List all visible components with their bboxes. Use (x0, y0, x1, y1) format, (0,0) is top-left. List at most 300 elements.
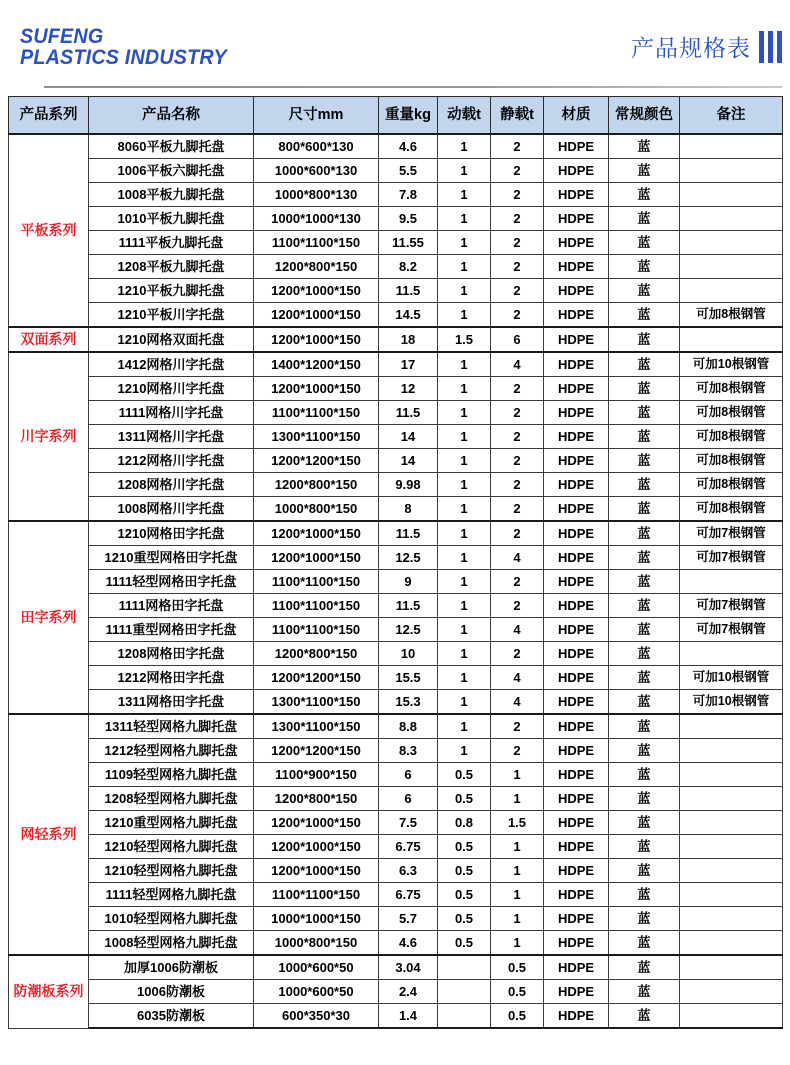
weight-cell: 8.3 (379, 739, 438, 763)
product-name-cell: 8060平板九脚托盘 (89, 134, 254, 159)
color-cell: 蓝 (609, 279, 680, 303)
col-header-size: 尺寸mm (254, 97, 379, 135)
color-cell: 蓝 (609, 352, 680, 377)
table-row (9, 594, 783, 618)
material-cell: HDPE (544, 739, 609, 763)
static-load-cell: 2 (491, 279, 544, 303)
static-load-cell: 2 (491, 714, 544, 739)
color-cell: 蓝 (609, 642, 680, 666)
dynamic-load-cell: 1 (438, 570, 491, 594)
static-load-cell: 2 (491, 183, 544, 207)
static-load-cell: 0.5 (491, 980, 544, 1004)
static-load-cell: 1 (491, 835, 544, 859)
weight-cell: 12.5 (379, 618, 438, 642)
color-cell: 蓝 (609, 473, 680, 497)
size-cell: 1200*1200*150 (254, 449, 379, 473)
table-row (9, 231, 783, 255)
series-cell: 平板系列 (9, 134, 89, 327)
static-load-cell: 1 (491, 859, 544, 883)
material-cell: HDPE (544, 352, 609, 377)
product-name-cell: 1212轻型网格九脚托盘 (89, 739, 254, 763)
weight-cell: 5.7 (379, 907, 438, 931)
material-cell: HDPE (544, 255, 609, 279)
dynamic-load-cell: 1 (438, 497, 491, 522)
note-cell: 可加10根钢管 (680, 666, 783, 690)
color-cell: 蓝 (609, 811, 680, 835)
table-row (9, 473, 783, 497)
table-row (9, 666, 783, 690)
product-name-cell: 1008轻型网格九脚托盘 (89, 931, 254, 956)
color-cell: 蓝 (609, 980, 680, 1004)
table-row (9, 377, 783, 401)
note-cell (680, 1004, 783, 1029)
note-cell (680, 714, 783, 739)
dynamic-load-cell: 1.5 (438, 327, 491, 352)
material-cell: HDPE (544, 955, 609, 980)
table-row (9, 521, 783, 546)
material-cell: HDPE (544, 931, 609, 956)
weight-cell: 1.4 (379, 1004, 438, 1029)
static-load-cell: 0.5 (491, 955, 544, 980)
dynamic-load-cell: 0.5 (438, 907, 491, 931)
size-cell: 1200*1000*150 (254, 811, 379, 835)
note-cell (680, 255, 783, 279)
size-cell: 1300*1100*150 (254, 690, 379, 715)
note-cell (680, 231, 783, 255)
weight-cell: 9.5 (379, 207, 438, 231)
weight-cell: 11.5 (379, 401, 438, 425)
static-load-cell: 1 (491, 763, 544, 787)
note-cell (680, 931, 783, 956)
weight-cell: 6 (379, 787, 438, 811)
material-cell: HDPE (544, 497, 609, 522)
material-cell: HDPE (544, 642, 609, 666)
dynamic-load-cell: 0.5 (438, 763, 491, 787)
static-load-cell: 0.5 (491, 1004, 544, 1029)
col-header-material: 材质 (544, 97, 609, 135)
table-row (9, 570, 783, 594)
dynamic-load-cell: 1 (438, 594, 491, 618)
product-spec-table (8, 96, 783, 1029)
series-cell: 网轻系列 (9, 714, 89, 955)
size-cell: 1100*1100*150 (254, 570, 379, 594)
weight-cell: 6.75 (379, 883, 438, 907)
material-cell: HDPE (544, 425, 609, 449)
material-cell: HDPE (544, 618, 609, 642)
product-name-cell: 1210网格田字托盘 (89, 521, 254, 546)
size-cell: 1100*1100*150 (254, 231, 379, 255)
note-cell: 可加7根钢管 (680, 594, 783, 618)
dynamic-load-cell: 1 (438, 425, 491, 449)
product-name-cell: 1111重型网格田字托盘 (89, 618, 254, 642)
product-name-cell: 1006防潮板 (89, 980, 254, 1004)
table-row (9, 739, 783, 763)
material-cell: HDPE (544, 763, 609, 787)
size-cell: 1200*1000*150 (254, 859, 379, 883)
weight-cell: 3.04 (379, 955, 438, 980)
size-cell: 1100*1100*150 (254, 594, 379, 618)
static-load-cell: 2 (491, 642, 544, 666)
material-cell: HDPE (544, 907, 609, 931)
dynamic-load-cell (438, 1004, 491, 1029)
series-cell: 田字系列 (9, 521, 89, 714)
size-cell: 1200*1200*150 (254, 739, 379, 763)
dynamic-load-cell: 1 (438, 183, 491, 207)
product-name-cell: 1210重型网格九脚托盘 (89, 811, 254, 835)
note-cell (680, 980, 783, 1004)
note-cell: 可加8根钢管 (680, 497, 783, 522)
dynamic-load-cell: 1 (438, 473, 491, 497)
size-cell: 1200*1000*150 (254, 279, 379, 303)
static-load-cell: 2 (491, 521, 544, 546)
table-row (9, 255, 783, 279)
size-cell: 1000*600*50 (254, 980, 379, 1004)
note-cell: 可加8根钢管 (680, 425, 783, 449)
table-row (9, 811, 783, 835)
size-cell: 1200*1000*150 (254, 835, 379, 859)
color-cell: 蓝 (609, 787, 680, 811)
color-cell: 蓝 (609, 1004, 680, 1029)
dynamic-load-cell: 0.5 (438, 835, 491, 859)
note-cell (680, 327, 783, 352)
dynamic-load-cell: 1 (438, 159, 491, 183)
weight-cell: 17 (379, 352, 438, 377)
material-cell: HDPE (544, 811, 609, 835)
material-cell: HDPE (544, 594, 609, 618)
table-row (9, 931, 783, 956)
dynamic-load-cell: 0.5 (438, 787, 491, 811)
material-cell: HDPE (544, 279, 609, 303)
table-row (9, 859, 783, 883)
product-name-cell: 1210平板九脚托盘 (89, 279, 254, 303)
size-cell: 1000*1000*150 (254, 907, 379, 931)
table-container (0, 96, 790, 1029)
product-name-cell: 加厚1006防潮板 (89, 955, 254, 980)
table-row (9, 763, 783, 787)
material-cell: HDPE (544, 883, 609, 907)
weight-cell: 11.5 (379, 594, 438, 618)
size-cell: 1100*900*150 (254, 763, 379, 787)
static-load-cell: 2 (491, 159, 544, 183)
color-cell: 蓝 (609, 449, 680, 473)
note-cell (680, 570, 783, 594)
static-load-cell: 1 (491, 883, 544, 907)
note-cell (680, 642, 783, 666)
table-row (9, 907, 783, 931)
static-load-cell: 2 (491, 303, 544, 328)
table-row (9, 183, 783, 207)
dynamic-load-cell: 1 (438, 449, 491, 473)
product-name-cell: 1210平板川字托盘 (89, 303, 254, 328)
brand-name-line1: SUFENG (20, 25, 104, 48)
material-cell: HDPE (544, 134, 609, 159)
table-row (9, 618, 783, 642)
material-cell: HDPE (544, 546, 609, 570)
static-load-cell: 1 (491, 787, 544, 811)
dynamic-load-cell: 1 (438, 401, 491, 425)
static-load-cell: 2 (491, 231, 544, 255)
table-row (9, 303, 783, 328)
color-cell: 蓝 (609, 134, 680, 159)
static-load-cell: 2 (491, 255, 544, 279)
color-cell: 蓝 (609, 835, 680, 859)
product-name-cell: 1111网格田字托盘 (89, 594, 254, 618)
weight-cell: 14.5 (379, 303, 438, 328)
dynamic-load-cell: 1 (438, 231, 491, 255)
note-cell: 可加7根钢管 (680, 618, 783, 642)
static-load-cell: 1 (491, 931, 544, 956)
weight-cell: 18 (379, 327, 438, 352)
table-row (9, 352, 783, 377)
table-body (9, 134, 783, 1028)
color-cell: 蓝 (609, 883, 680, 907)
header-divider (44, 86, 782, 88)
size-cell: 1100*1100*150 (254, 401, 379, 425)
dynamic-load-cell: 1 (438, 521, 491, 546)
static-load-cell: 2 (491, 207, 544, 231)
material-cell: HDPE (544, 401, 609, 425)
product-name-cell: 1212网格川字托盘 (89, 449, 254, 473)
weight-cell: 7.8 (379, 183, 438, 207)
table-row (9, 159, 783, 183)
static-load-cell: 4 (491, 690, 544, 715)
size-cell: 1200*1200*150 (254, 666, 379, 690)
weight-cell: 14 (379, 425, 438, 449)
size-cell: 1000*800*130 (254, 183, 379, 207)
weight-cell: 6.75 (379, 835, 438, 859)
dynamic-load-cell: 0.5 (438, 883, 491, 907)
static-load-cell: 2 (491, 497, 544, 522)
size-cell: 1100*1100*150 (254, 883, 379, 907)
weight-cell: 4.6 (379, 134, 438, 159)
color-cell: 蓝 (609, 255, 680, 279)
material-cell: HDPE (544, 377, 609, 401)
product-name-cell: 1208轻型网格九脚托盘 (89, 787, 254, 811)
table-row (9, 401, 783, 425)
material-cell: HDPE (544, 207, 609, 231)
col-header-color: 常规颜色 (609, 97, 680, 135)
color-cell: 蓝 (609, 401, 680, 425)
table-row (9, 642, 783, 666)
color-cell: 蓝 (609, 570, 680, 594)
product-name-cell: 1212网格田字托盘 (89, 666, 254, 690)
material-cell: HDPE (544, 570, 609, 594)
table-row (9, 449, 783, 473)
product-name-cell: 1208网格田字托盘 (89, 642, 254, 666)
dynamic-load-cell: 1 (438, 666, 491, 690)
weight-cell: 11.5 (379, 521, 438, 546)
weight-cell: 8.8 (379, 714, 438, 739)
color-cell: 蓝 (609, 763, 680, 787)
product-name-cell: 1210网格双面托盘 (89, 327, 254, 352)
weight-cell: 11.5 (379, 279, 438, 303)
weight-cell: 15.3 (379, 690, 438, 715)
dynamic-load-cell: 1 (438, 134, 491, 159)
dynamic-load-cell: 1 (438, 690, 491, 715)
weight-cell: 2.4 (379, 980, 438, 1004)
table-row (9, 327, 783, 352)
color-cell: 蓝 (609, 497, 680, 522)
dynamic-load-cell: 1 (438, 546, 491, 570)
weight-cell: 7.5 (379, 811, 438, 835)
dynamic-load-cell: 1 (438, 207, 491, 231)
weight-cell: 11.55 (379, 231, 438, 255)
dynamic-load-cell: 1 (438, 255, 491, 279)
color-cell: 蓝 (609, 931, 680, 956)
col-header-static: 静载t (491, 97, 544, 135)
material-cell: HDPE (544, 327, 609, 352)
dynamic-load-cell: 1 (438, 618, 491, 642)
note-cell (680, 134, 783, 159)
size-cell: 1300*1100*150 (254, 714, 379, 739)
table-row (9, 425, 783, 449)
col-header-name: 产品名称 (89, 97, 254, 135)
product-name-cell: 1109轻型网格九脚托盘 (89, 763, 254, 787)
weight-cell: 12 (379, 377, 438, 401)
note-cell: 可加7根钢管 (680, 546, 783, 570)
note-cell: 可加8根钢管 (680, 303, 783, 328)
brand-name-line2: PLASTICS INDUSTRY (20, 46, 227, 70)
material-cell: HDPE (544, 231, 609, 255)
col-header-note: 备注 (680, 97, 783, 135)
table-head (9, 97, 783, 135)
header-right (631, 30, 782, 63)
color-cell: 蓝 (609, 327, 680, 352)
static-load-cell: 4 (491, 352, 544, 377)
static-load-cell: 2 (491, 594, 544, 618)
note-cell (680, 739, 783, 763)
size-cell: 1200*1000*150 (254, 377, 379, 401)
color-cell: 蓝 (609, 714, 680, 739)
color-cell: 蓝 (609, 521, 680, 546)
product-name-cell: 1008平板九脚托盘 (89, 183, 254, 207)
product-name-cell: 1210网格川字托盘 (89, 377, 254, 401)
material-cell: HDPE (544, 159, 609, 183)
product-name-cell: 1111轻型网格九脚托盘 (89, 883, 254, 907)
note-cell (680, 183, 783, 207)
dynamic-load-cell: 1 (438, 739, 491, 763)
size-cell: 1200*1000*150 (254, 546, 379, 570)
static-load-cell: 2 (491, 377, 544, 401)
static-load-cell: 4 (491, 618, 544, 642)
size-cell: 1000*800*150 (254, 931, 379, 956)
color-cell: 蓝 (609, 739, 680, 763)
dynamic-load-cell: 1 (438, 714, 491, 739)
static-load-cell: 2 (491, 570, 544, 594)
product-name-cell: 1010轻型网格九脚托盘 (89, 907, 254, 931)
material-cell: HDPE (544, 473, 609, 497)
product-name-cell: 1006平板六脚托盘 (89, 159, 254, 183)
static-load-cell: 6 (491, 327, 544, 352)
static-load-cell: 2 (491, 449, 544, 473)
page-header (0, 0, 790, 96)
weight-cell: 9 (379, 570, 438, 594)
table-row (9, 1004, 783, 1029)
product-name-cell: 1111网格川字托盘 (89, 401, 254, 425)
material-cell: HDPE (544, 449, 609, 473)
color-cell: 蓝 (609, 907, 680, 931)
product-name-cell: 1210重型网格田字托盘 (89, 546, 254, 570)
color-cell: 蓝 (609, 594, 680, 618)
table-row (9, 279, 783, 303)
size-cell: 1000*800*150 (254, 497, 379, 522)
size-cell: 1200*800*150 (254, 787, 379, 811)
product-name-cell: 1311网格川字托盘 (89, 425, 254, 449)
triple-bar-icon (759, 31, 782, 63)
color-cell: 蓝 (609, 618, 680, 642)
color-cell: 蓝 (609, 303, 680, 328)
table-row (9, 955, 783, 980)
note-cell: 可加8根钢管 (680, 473, 783, 497)
table-row (9, 835, 783, 859)
note-cell (680, 883, 783, 907)
size-cell: 1200*800*150 (254, 255, 379, 279)
static-load-cell: 2 (491, 401, 544, 425)
static-load-cell: 4 (491, 546, 544, 570)
static-load-cell: 2 (491, 134, 544, 159)
dynamic-load-cell: 1 (438, 377, 491, 401)
weight-cell: 12.5 (379, 546, 438, 570)
color-cell: 蓝 (609, 690, 680, 715)
product-name-cell: 1208网格川字托盘 (89, 473, 254, 497)
note-cell (680, 955, 783, 980)
table-row (9, 134, 783, 159)
page-title: 产品规格表 (631, 36, 751, 62)
static-load-cell: 2 (491, 425, 544, 449)
material-cell: HDPE (544, 835, 609, 859)
weight-cell: 9.98 (379, 473, 438, 497)
color-cell: 蓝 (609, 207, 680, 231)
size-cell: 600*350*30 (254, 1004, 379, 1029)
note-cell (680, 279, 783, 303)
note-cell (680, 787, 783, 811)
note-cell (680, 763, 783, 787)
table-row (9, 497, 783, 522)
product-name-cell: 1210轻型网格九脚托盘 (89, 835, 254, 859)
product-name-cell: 1412网格川字托盘 (89, 352, 254, 377)
table-row (9, 546, 783, 570)
note-cell (680, 859, 783, 883)
note-cell: 可加8根钢管 (680, 377, 783, 401)
color-cell: 蓝 (609, 955, 680, 980)
weight-cell: 6 (379, 763, 438, 787)
material-cell: HDPE (544, 521, 609, 546)
material-cell: HDPE (544, 714, 609, 739)
company-logo (20, 26, 240, 69)
color-cell: 蓝 (609, 425, 680, 449)
material-cell: HDPE (544, 1004, 609, 1029)
size-cell: 1000*600*50 (254, 955, 379, 980)
dynamic-load-cell: 1 (438, 352, 491, 377)
static-load-cell: 4 (491, 666, 544, 690)
weight-cell: 5.5 (379, 159, 438, 183)
table-row (9, 690, 783, 715)
series-cell: 防潮板系列 (9, 955, 89, 1028)
table-row (9, 714, 783, 739)
product-name-cell: 6035防潮板 (89, 1004, 254, 1029)
col-header-weight: 重量kg (379, 97, 438, 135)
series-cell: 双面系列 (9, 327, 89, 352)
dynamic-load-cell: 0.5 (438, 859, 491, 883)
color-cell: 蓝 (609, 183, 680, 207)
product-name-cell: 1311网格田字托盘 (89, 690, 254, 715)
note-cell: 可加8根钢管 (680, 449, 783, 473)
dynamic-load-cell: 1 (438, 279, 491, 303)
size-cell: 1000*1000*130 (254, 207, 379, 231)
size-cell: 1200*800*150 (254, 473, 379, 497)
weight-cell: 14 (379, 449, 438, 473)
static-load-cell: 1.5 (491, 811, 544, 835)
